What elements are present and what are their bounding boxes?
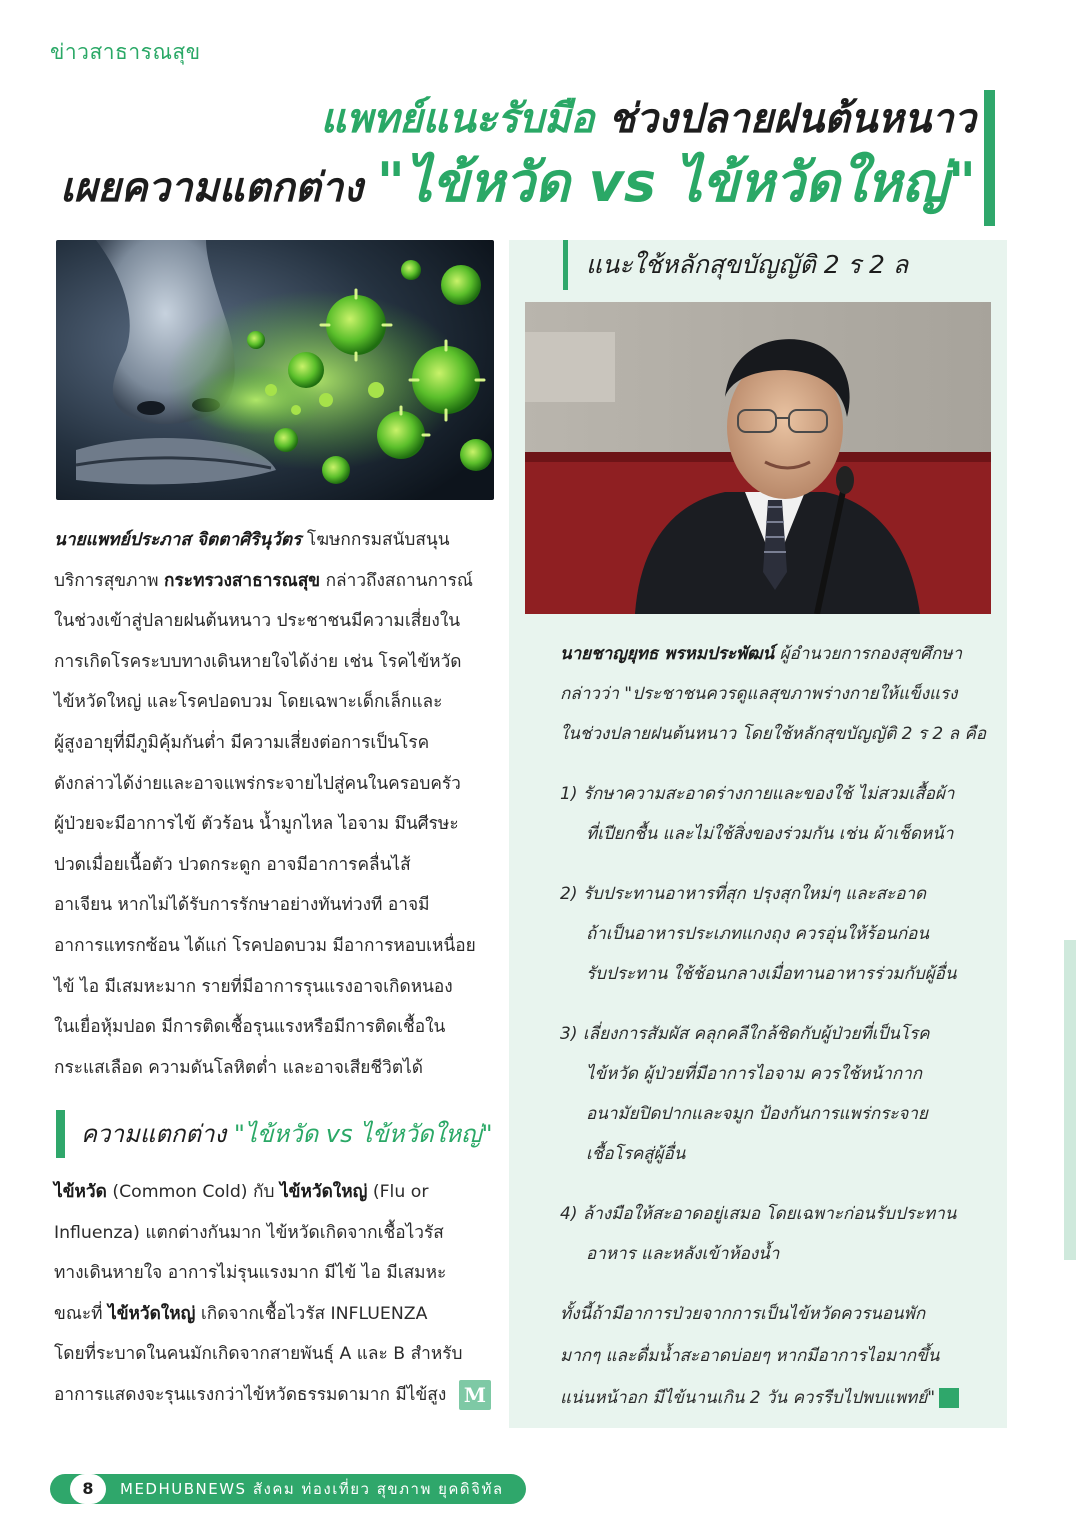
director-intro-line-3: ในช่วงปลายฝนต้นหนาว โดยใช้หลักสุขบัญญัติ 2 ร 2 ล คือ bbox=[560, 724, 987, 744]
headline-line-1 bbox=[60, 88, 976, 150]
flu-term: ไข้หวัดใหญ่ bbox=[279, 1182, 368, 1202]
ministry-name: กระทรวงสาธารณสุข bbox=[164, 570, 321, 591]
hygiene-item-3-cont: อนามัยปิดปากและจมูก ป้องกันการแพร่กระจาย bbox=[586, 1104, 928, 1124]
hygiene-item-2-cont: ถ้าเป็นอาหารประเภทแกงถุง ควรอุ่นให้ร้อนก่อน bbox=[586, 924, 929, 944]
intro-line: ผู้ป่วยจะมีอาการไข้ ตัวร้อน น้ำมูกไหล ไอจาม มึนศีรษะ bbox=[54, 814, 459, 835]
closing-line-1: ทั้งนี้ถ้ามีอาการป่วยจากการเป็นไข้หวัดควรนอนพัก bbox=[560, 1304, 926, 1324]
director-intro-line-2: กล่าวว่า "ประชาชนควรดูแลสุขภาพร่างกายให้แข็งแรง bbox=[560, 684, 958, 704]
intro-line: ดังกล่าวได้ง่ายและอาจแพร่กระจายไปสู่คนในครอบครัว bbox=[54, 773, 461, 794]
director-title: ผู้อำนวยการกองสุขศึกษา bbox=[774, 644, 963, 664]
hygiene-item-1-cont: ที่เปียกชื้น และไม่ใช้สิ่งของร่วมกัน เช่น ผ้าเช็ดหน้า bbox=[586, 824, 954, 844]
virus-illustration bbox=[56, 240, 494, 500]
intro-line-1 bbox=[54, 520, 500, 561]
headline-dark-text: ช่วงปลายฝนต้นหนาว bbox=[608, 96, 976, 142]
left-column-difference bbox=[54, 1172, 500, 1416]
flu-term-2: ไข้หวัดใหญ่ bbox=[108, 1303, 196, 1324]
intro-line: ไข้ ไอ มีเสมหะมาก รายที่มีอาการรุนแรงอาจเกิดหนอง bbox=[54, 976, 453, 997]
headline-green-text: แพทย์แนะรับมือ bbox=[320, 96, 595, 142]
hygiene-item-2-text: 2) รับประทานอาหารที่สุก ปรุงสุกใหม่ๆ และสะอาด bbox=[560, 884, 927, 904]
headline-accent-bar bbox=[984, 90, 995, 226]
diff-line-5: โดยที่ระบาดในคนมักเกิดจากสายพันธุ์ A และ B สำหรับ bbox=[54, 1344, 463, 1365]
closing-line-3-text: แน่นหน้าอก มีไข้นานเกิน 2 วัน ควรรีบไปพบแพทย์" bbox=[560, 1388, 936, 1408]
headline-dark-text-2: เผยความแตกต่าง bbox=[60, 165, 363, 211]
headline bbox=[60, 88, 976, 221]
hygiene-item-1-text: 1) รักษาความสะอาดร่างกายและของใช้ ไม่สวมเสื้อผ้า bbox=[560, 784, 955, 804]
hygiene-list bbox=[560, 774, 1000, 1274]
intro-line: ในเยื่อหุ้มปอด มีการติดเชื้อรุนแรงหรือมีการติดเชื้อใน bbox=[54, 1017, 446, 1038]
footer-tagline: MEDHUBNEWS สังคม ท่องเที่ยว สุขภาพ ยุคดิจิทัล bbox=[120, 1480, 504, 1498]
cold-term: ไข้หวัด bbox=[54, 1182, 107, 1202]
diff-line-3: ทางเดินหายใจ อาการไม่รุนแรงมาก มีไข้ ไอ มีเสมหะ bbox=[54, 1263, 447, 1284]
headline-line-2 bbox=[60, 150, 976, 221]
hygiene-item-3-cont: เชื้อโรคสู่ผู้อื่น bbox=[586, 1144, 686, 1164]
intro-line-2-rest: กล่าวถึงสถานการณ์ bbox=[320, 570, 473, 591]
hygiene-item-3 bbox=[560, 1014, 1000, 1174]
director-portrait bbox=[525, 302, 991, 614]
intro-line: อาเจียน หากไม่ได้รับการรักษาอย่างทันท่วงที อาจมี bbox=[54, 895, 430, 916]
intro-line: ในช่วงเข้าสู่ปลายฝนต้นหนาว ประชาชนมีความเสี่ยงใน bbox=[54, 611, 461, 632]
intro-line: อาการแทรกซ้อน ได้แก่ โรคปอดบวม มีอาการหอบเหนื่อย bbox=[54, 935, 476, 956]
headline-green-text-2: "ไข้หวัด vs ไข้หวัดใหญ่" bbox=[376, 151, 976, 214]
diff-line-4-end: เกิดจากเชื้อไวรัส INFLUENZA bbox=[195, 1303, 428, 1324]
end-mark-icon bbox=[939, 1388, 959, 1408]
diff-line-4 bbox=[54, 1294, 500, 1335]
intro-line: การเกิดโรคระบบทางเดินหายใจได้ง่าย เช่น โรคไข้หวัด bbox=[54, 651, 462, 672]
page-edge-strip bbox=[1064, 940, 1076, 1260]
hygiene-item-3-cont: ไข้หวัด ผู้ป่วยที่มีอาการไอจาม ควรใช้หน้ากาก bbox=[586, 1064, 923, 1084]
right-column-text bbox=[560, 634, 1000, 1418]
diff-line-1-end: (Flu or bbox=[367, 1182, 429, 1202]
virus-sneeze-image bbox=[56, 240, 494, 500]
hygiene-item-2 bbox=[560, 874, 1000, 994]
doctor-name: นายแพทย์ประภาส จิตตาศิรินุวัตร bbox=[54, 530, 302, 550]
diff-line-6: อาการแสดงจะรุนแรงกว่าไข้หวัดธรรมดามาก มีไข้สูง bbox=[54, 1384, 447, 1405]
diff-line-2: Influenza) แตกต่างกันมาก ไข้หวัดเกิดจากเชื้อไวรัส bbox=[54, 1222, 444, 1243]
director-name: นายชาญยุทธ พรหมประพัฒน์ bbox=[560, 644, 775, 664]
subheading-green-text: "ไข้หวัด vs ไข้หวัดใหญ่" bbox=[233, 1120, 493, 1148]
hygiene-item-3-text: 3) เลี่ยงการสัมผัส คลุกคลีใกล้ชิดกับผู้ป่วยที่เป็นโรค bbox=[560, 1024, 930, 1044]
hygiene-item-4-text: 4) ล้างมือให้สะอาดอยู่เสมอ โดยเฉพาะก่อนรับประทาน bbox=[560, 1204, 957, 1224]
section-tag: ข่าวสาธารณสุข bbox=[50, 40, 201, 64]
intro-line: กระแสเลือด ความดันโลหิตต่ำ และอาจเสียชีวิตได้ bbox=[54, 1057, 423, 1078]
director-intro-line-1 bbox=[560, 634, 1000, 674]
page-number: 8 bbox=[70, 1474, 106, 1504]
left-column-intro bbox=[54, 520, 500, 1088]
subheading-dark-text: ความแตกต่าง bbox=[81, 1120, 227, 1148]
closing-line-3 bbox=[560, 1378, 1000, 1418]
intro-line-2 bbox=[54, 561, 500, 602]
medhub-m-logo: M bbox=[459, 1380, 491, 1410]
intro-line-1-text: โฆษกกรมสนับสนุน bbox=[301, 530, 450, 550]
intro-line: ไข้หวัดใหญ่ และโรคปอดบวม โดยเฉพาะเด็กเล็กและ bbox=[54, 692, 443, 713]
closing-line-2: มากๆ และดื่มน้ำสะอาดบ่อยๆ หากมีอาการไอมากขึ้น bbox=[560, 1346, 940, 1366]
diff-line-1-mid: (Common Cold) กับ bbox=[106, 1182, 280, 1202]
intro-line-2-start: บริการสุขภาพ bbox=[54, 570, 165, 591]
hygiene-item-1 bbox=[560, 774, 1000, 854]
intro-line: ปวดเมื่อยเนื้อตัว ปวดกระดูก อาจมีอาการคลื่นไส้ bbox=[54, 854, 411, 875]
intro-line: ผู้สูงอายุที่มีภูมิคุ้มกันต่ำ มีความเสี่ยงต่อการเป็นโรค bbox=[54, 732, 430, 753]
diff-line-1 bbox=[54, 1172, 500, 1213]
hygiene-item-4 bbox=[560, 1194, 1000, 1274]
director-photo bbox=[525, 302, 991, 614]
difference-subheading bbox=[56, 1110, 493, 1158]
hygiene-item-4-cont: อาหาร และหลังเข้าห้องน้ำ bbox=[586, 1244, 780, 1264]
diff-line-4-start: ขณะที่ bbox=[54, 1303, 109, 1324]
hygiene-heading: แนะใช้หลักสุขบัญญัติ 2 ร 2 ล bbox=[563, 240, 908, 290]
hygiene-item-2-cont: รับประทาน ใช้ช้อนกลางเมื่อทานอาหารร่วมกับผู้อื่น bbox=[586, 964, 957, 984]
